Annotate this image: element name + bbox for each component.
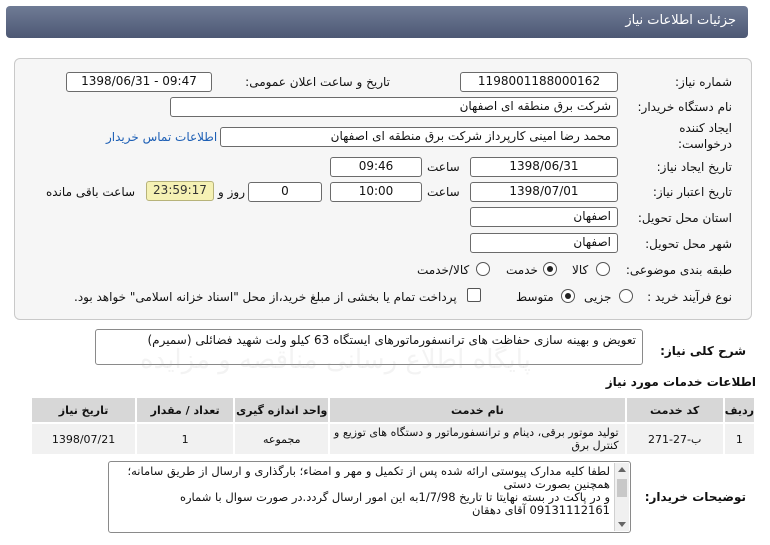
watermark-text: پایگاه اطلاع رسانی مناقصه و مزایده (140, 345, 531, 375)
notes-label: توضیحات خریدار: (644, 490, 746, 504)
validity-time-field[interactable]: 10:00 (330, 182, 422, 202)
services-title: اطلاعات خدمات مورد نیاز (605, 375, 756, 389)
page-header (6, 6, 748, 38)
description-label: شرح کلی نیاز: (660, 344, 746, 358)
cell-service-code: ب-27-271 (626, 423, 724, 455)
cell-index: 1 (724, 423, 755, 455)
creator-field[interactable]: محمد رضا امینی کارپرداز شرکت برق منطقه ای اصفهان (220, 127, 618, 147)
col-date: تاریخ نیاز (31, 397, 136, 423)
need-number-field[interactable]: 1198001188000162 (460, 72, 618, 92)
category-radio-goods-service[interactable] (476, 262, 490, 276)
cell-qty: 1 (136, 423, 234, 455)
validity-label: تاریخ اعتبار نیاز: (652, 185, 732, 199)
creator-label-2: درخواست: (678, 137, 732, 151)
cell-unit: مجموعه (234, 423, 329, 455)
col-service-code: کد خدمت (626, 397, 724, 423)
notes-line-3: 09131112161 آقای دهقان (472, 503, 610, 517)
notes-line-1: لطفا کلیه مدارک پیوستی ارائه شده پس از تکمیل و مهر و امضاء؛ بارگذاری و ارسال از طریق سامانه؛ همچنین بصورت دستی (127, 464, 610, 491)
validity-date-field[interactable]: 1398/07/01 (470, 182, 618, 202)
city-label: شهر محل تحویل: (645, 237, 732, 251)
process-option-medium: متوسط (516, 290, 554, 304)
table-row (31, 423, 755, 455)
days-field[interactable]: 0 (248, 182, 322, 202)
announce-label: تاریخ و ساعت اعلان عمومی: (245, 75, 390, 89)
remaining-label: ساعت باقی مانده (46, 185, 136, 199)
buyer-label: نام دستگاه خریدار: (637, 100, 732, 114)
notes-scrollbar[interactable] (614, 463, 629, 531)
table-header-row (31, 397, 755, 423)
description-field[interactable]: تعویض و بهینه سازی حفاظت های ترانسفورماتورهای ایستگاه 63 کیلو ولت شهید فضائلی (سمیرم) (95, 329, 643, 365)
category-option-goods: کالا (572, 263, 589, 277)
treasury-payment-checkbox[interactable] (467, 288, 481, 302)
col-unit: واحد اندازه گیری (234, 397, 329, 423)
province-field[interactable]: اصفهان (470, 207, 618, 227)
category-option-service: خدمت (506, 263, 538, 277)
create-date-field[interactable]: 1398/06/31 (470, 157, 618, 177)
contact-buyer-link[interactable]: اطلاعات تماس خریدار (106, 130, 218, 144)
days-label: روز و (218, 185, 245, 199)
process-radio-partial[interactable] (619, 289, 633, 303)
cell-date: 1398/07/21 (31, 423, 136, 455)
scroll-thumb[interactable] (617, 479, 627, 497)
col-index: ردیف (724, 397, 755, 423)
validity-time-label: ساعت (427, 185, 460, 199)
services-table (30, 396, 756, 456)
category-label: طبقه بندی موضوعی: (625, 263, 732, 277)
notes-field[interactable] (108, 461, 631, 533)
province-label: استان محل تحویل: (637, 211, 732, 225)
city-field[interactable]: اصفهان (470, 233, 618, 253)
page-title: جزئیات اطلاعات نیاز (625, 13, 736, 28)
treasury-payment-text: پرداخت تمام یا بخشی از مبلغ خرید،از محل "اسناد خزانه اسلامی" خواهد بود. (74, 290, 457, 304)
process-radio-medium[interactable] (561, 289, 575, 303)
category-radio-service[interactable] (543, 262, 557, 276)
create-date-label: تاریخ ایجاد نیاز: (656, 160, 732, 174)
col-service-name: نام خدمت (329, 397, 625, 423)
cell-service-name: تولید موتور برقی، دینام و ترانسفورماتور و دستگاه های توزیع و کنترل برق (329, 423, 625, 455)
create-time-field[interactable]: 09:46 (330, 157, 422, 177)
col-qty: تعداد / مقدار (136, 397, 234, 423)
buyer-field[interactable]: شرکت برق منطقه ای اصفهان (170, 97, 618, 117)
announce-field[interactable]: 1398/06/31 - 09:47 (66, 72, 212, 92)
scroll-up-icon[interactable] (618, 467, 626, 472)
need-number-label: شماره نیاز: (675, 75, 732, 89)
create-time-label: ساعت (427, 160, 460, 174)
notes-line-2: و در پاکت در بسته نهایتا تا تاریخ 1/7/98به این امور ارسال گردد.در صورت سوال با شماره (179, 490, 610, 504)
remaining-time-field: 23:59:17 (146, 181, 214, 201)
creator-label-1: ایجاد کننده (679, 121, 732, 135)
category-option-goods-service: کالا/خدمت (417, 263, 470, 277)
process-label: نوع فرآیند خرید : (647, 290, 732, 304)
category-radio-goods[interactable] (596, 262, 610, 276)
scroll-down-icon[interactable] (618, 522, 626, 527)
process-option-partial: جزیی (584, 290, 612, 304)
